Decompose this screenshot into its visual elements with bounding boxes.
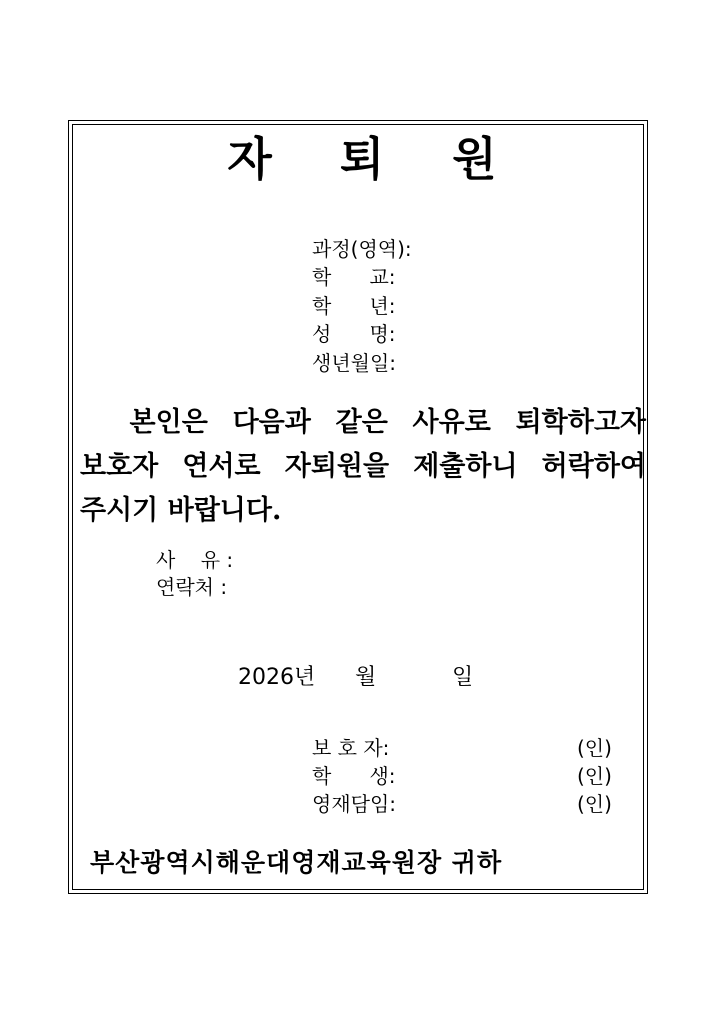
request-paragraph bbox=[80, 401, 646, 533]
signature-teacher-label: 영재담임: bbox=[312, 792, 397, 816]
paragraph-line: 주시기 바랍니다. bbox=[80, 495, 282, 526]
field-birthdate: 생년월일: bbox=[312, 351, 397, 375]
signature-guardian-label: 보 호 자: bbox=[312, 736, 390, 760]
field-name: 성 명: bbox=[312, 322, 396, 346]
field-grade: 학 년: bbox=[312, 294, 396, 318]
field-school: 학 교: bbox=[312, 265, 396, 289]
seal-guardian: (인) bbox=[577, 736, 612, 760]
contact-label: 연락처 : bbox=[156, 575, 228, 599]
date-month: 월 bbox=[355, 665, 377, 690]
paragraph-line: 보호자 연서로 자퇴원을 제출하니 허락하여 bbox=[80, 451, 646, 482]
seal-teacher: (인) bbox=[577, 792, 612, 816]
paragraph-line: 본인은 다음과 같은 사유로 퇴학하고자 bbox=[80, 407, 646, 438]
field-course: 과정(영역): bbox=[312, 237, 412, 261]
date-day: 일 bbox=[452, 665, 474, 690]
addressee: 부산광역시해운대영재교육원장 귀하 bbox=[90, 848, 503, 877]
reason-label: 사 유 : bbox=[156, 548, 234, 572]
signature-student-label: 학 생: bbox=[312, 764, 396, 788]
document-title: 자 퇴 원 bbox=[227, 132, 523, 186]
seal-student: (인) bbox=[577, 764, 612, 788]
date-year: 2026년 bbox=[238, 665, 316, 690]
